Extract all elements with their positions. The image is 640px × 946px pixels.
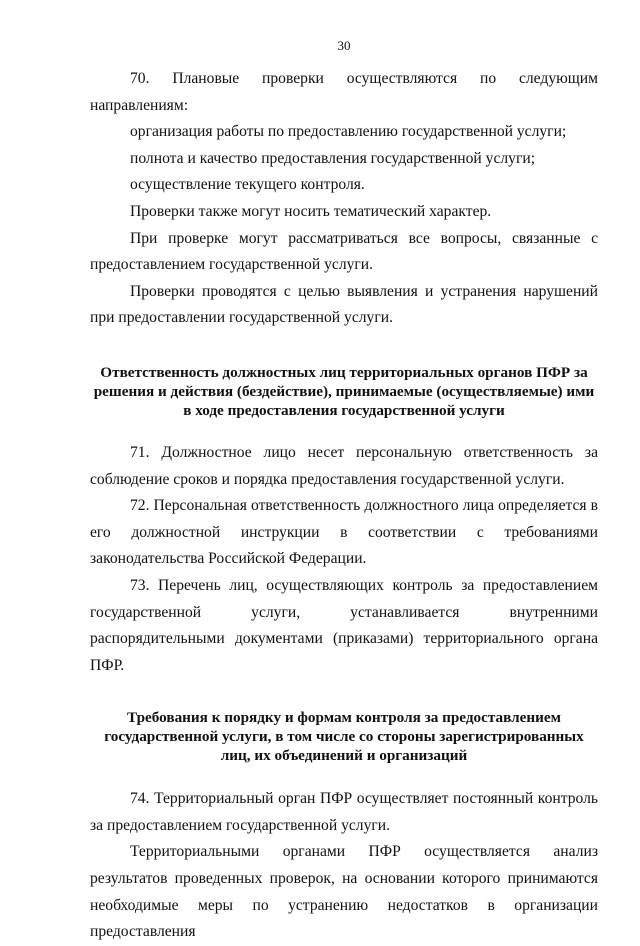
paragraph-70-item-3: осуществление текущего контроля. bbox=[130, 176, 365, 194]
paragraph-71: 71. Должностное лицо несет персональную ответственность за соблюдение сроков и порядка предоставления государственной услуги. bbox=[90, 443, 598, 488]
paragraph-73: 73. Перечень лиц, осуществляющих контроль за предоставлением государственной услуги, устанавливается внутренними распорядительными документами (приказами) территориального органа ПФР. bbox=[90, 576, 598, 674]
section-heading-control-requirements: Требования к порядку и формам контроля за предоставлением государственной услуги, в том числе со стороны зарегистрированных лиц, их объединений и организаций bbox=[104, 709, 584, 765]
paragraph-70-scope: При проверке могут рассматриваться все вопросы, связанные с предоставлением государственной услуги. bbox=[90, 229, 598, 274]
document-body bbox=[90, 66, 598, 946]
paragraph-70: 70. Плановые проверки осуществляются по следующим направлениям: bbox=[90, 70, 598, 114]
paragraph-70-item-2: полнота и качество предоставления государственной услуги; bbox=[130, 149, 536, 167]
paragraph-70-purpose: Проверки проводятся с целью выявления и устранения нарушений при предоставлении государственной услуги. bbox=[90, 282, 598, 327]
page-number: 30 bbox=[337, 38, 351, 53]
paragraph-74: 74. Территориальный орган ПФР осуществляет постоянный контроль за предоставлением государственной услуги. bbox=[90, 790, 598, 834]
paragraph-70-item-1: организация работы по предоставлению государственной услуги; bbox=[130, 123, 567, 141]
document-page bbox=[90, 0, 598, 941]
section-heading-responsibility: Ответственность должностных лиц территориальных органов ПФР за решения и действия (бездействие), принимаемые (осуществляемые) ими в ходе предоставления государственной услуги bbox=[93, 363, 595, 419]
paragraph-74-analysis: Территориальными органами ПФР осуществляется анализ результатов проведенных проверок, на основании которого принимаются необходимые меры по устранению недостатков в организации предоставления bbox=[90, 843, 598, 941]
paragraph-72: 72. Персональная ответственность должностного лица определяется в его должностной инструкции в соответствии с требованиями законодательства Российской Федерации. bbox=[90, 497, 598, 568]
paragraph-70-note: Проверки также могут носить тематический характер. bbox=[130, 202, 492, 220]
